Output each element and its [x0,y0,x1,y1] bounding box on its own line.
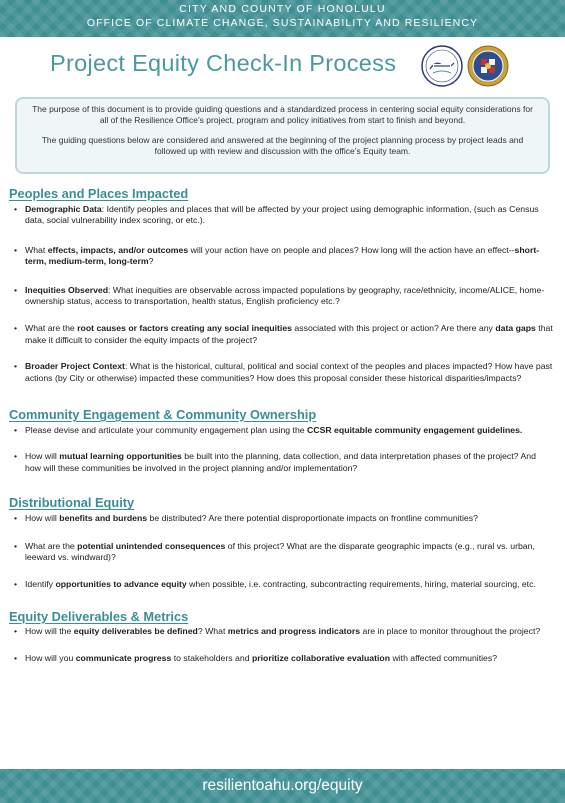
section-heading: Peoples and Places Impacted [9,186,189,201]
guiding-question-item [9,245,554,268]
bullet-icon: • [14,204,18,214]
body-text: How will the [25,625,74,636]
body-text: of this project? What are the disparate geographic impacts (e.g., rural vs. urban, leeward vs. windward)? [25,540,535,563]
body-text: be built into the planning, data collection, and data interpretation phases of the project? And how will these communities be involved in the project planning and/or implementation? [25,451,536,473]
emphasis-text: CCSR equitable community engagement guidelines. [307,425,523,436]
header-line-2: OFFICE OF CLIMATE CHANGE, SUSTAINABILITY AND RESILIENCY [86,17,479,29]
emphasis-text: opportunities to advance equity [55,578,187,589]
bullet-icon: • [14,451,18,462]
emphasis-text: potential unintended consequences [77,540,226,551]
guiding-question-item [9,579,554,590]
emphasis-text: data gaps [495,323,536,334]
emphasis-text: mutual learning opportunities [59,451,182,462]
body-text: : Identify peoples and places that will be affected by your project using demographic information, (such as Census data, social vulnerability index scoring, or etc.). [25,204,539,226]
body-text: What [25,244,48,255]
city-county-honolulu-seal [467,45,509,87]
bullet-icon: • [14,425,18,436]
guiding-question-item [9,653,554,664]
section-4 [9,610,554,665]
emphasis-text: Demographic Data [25,204,102,214]
body-text: associated with this project or action? Are there any [292,323,496,334]
body-text: ? What [197,625,228,636]
header-line-1: CITY AND COUNTY OF HONOLULU [179,3,386,15]
section-2 [9,408,554,474]
emphasis-text: root causes or factors creating any social inequities [77,323,293,334]
body-text: Please devise and articulate your community engagement plan using the [25,425,308,436]
emphasis-text: Broader Project Context [25,361,125,372]
footer-band [0,769,565,803]
body-text: How will you [25,653,76,664]
bullet-icon: • [14,244,18,255]
intro-paragraph-2: The guiding questions below are considered and answered at the beginning of the project planning process by project leads and followed up with review and discussion with the office’s Equity team. [41,135,524,156]
emphasis-text: metrics and progress indicators [227,625,361,636]
emphasis-text: equity deliverables be defined [73,625,198,636]
emphasis-text: Inequities Observed [25,284,109,295]
guiding-question-item [9,204,554,227]
section-heading: Equity Deliverables & Metrics [9,608,189,624]
page-title: Project Equity Check-In Process [50,50,397,76]
body-text: Identify [25,578,56,589]
body-text: be distributed? Are there potential disproportionate impacts on frontline communities? [147,513,478,524]
section-1 [9,187,554,384]
emphasis-text: effects, impacts, and/or outcomes [47,244,189,255]
body-text: are in place to monitor throughout the project? [360,625,541,636]
intro-box [15,97,550,174]
bullet-icon: • [14,578,18,589]
top-header-band [0,0,565,37]
body-text: How will [25,451,60,462]
emphasis-text: short-term, medium-term, long-term [25,244,540,267]
emphasis-text: benefits and burdens [59,513,148,524]
body-text: with affected communities? [390,653,498,664]
body-text: : What is the historical, cultural, political and social context of the peoples and places impacted? How have past actions (by City or otherwise) impacted these communities? How does this proposal consider these historical disparities/impacts? [25,361,553,383]
emphasis-text: communicate progress [75,653,172,664]
guiding-question-item [9,285,554,308]
guiding-question-item [9,541,554,564]
section-heading: Distributional Equity [9,495,135,511]
bullet-icon: • [14,653,18,664]
guiding-question-item [9,425,554,436]
body-text: ? [148,256,154,267]
footer-url[interactable]: resilientoahu.org/equity [202,777,363,794]
body-text: will your action have on people and places? How long will the action have an effect-- [188,244,515,255]
bullet-icon: • [14,513,18,524]
body-text: that make it difficult to consider the equity impacts of the project? [25,323,553,345]
guiding-question-item [9,626,554,637]
emphasis-text: prioritize collaborative evaluation [251,653,391,664]
body-text: when possible, i.e. contracting, subcontracting requirements, hiring, material sourcing, etc. [186,578,536,589]
body-text: : What inequities are observable across impacted populations by geography, race/ethnicity, income/ALICE, home-ownership status, access to transportation, health status, English proficiency etc.? [25,284,545,307]
body-text: How will [25,513,60,524]
guiding-question-item [9,361,554,384]
bullet-icon: • [14,323,18,334]
guiding-question-item [9,451,554,474]
bullet-icon: • [14,625,18,636]
body-text: What are the [25,540,78,551]
bullet-icon: • [14,540,18,551]
guiding-questions [9,187,554,665]
bullet-icon: • [14,284,18,295]
resilient-oahu-logo [421,45,463,87]
guiding-question-item [9,513,554,524]
body-text: What are the [25,323,78,334]
bullet-icon: • [14,361,18,372]
section-3 [9,496,554,590]
section-heading: Community Engagement & Community Ownership [9,407,317,423]
guiding-question-item [9,323,554,346]
intro-paragraph-1: The purpose of this document is to provide guiding questions and a standardized process in centering social equity considerations for all of the Resilience Office’s project, program and policy initiatives from start to finish and beyond. [32,104,533,125]
body-text: to stakeholders and [171,653,252,664]
